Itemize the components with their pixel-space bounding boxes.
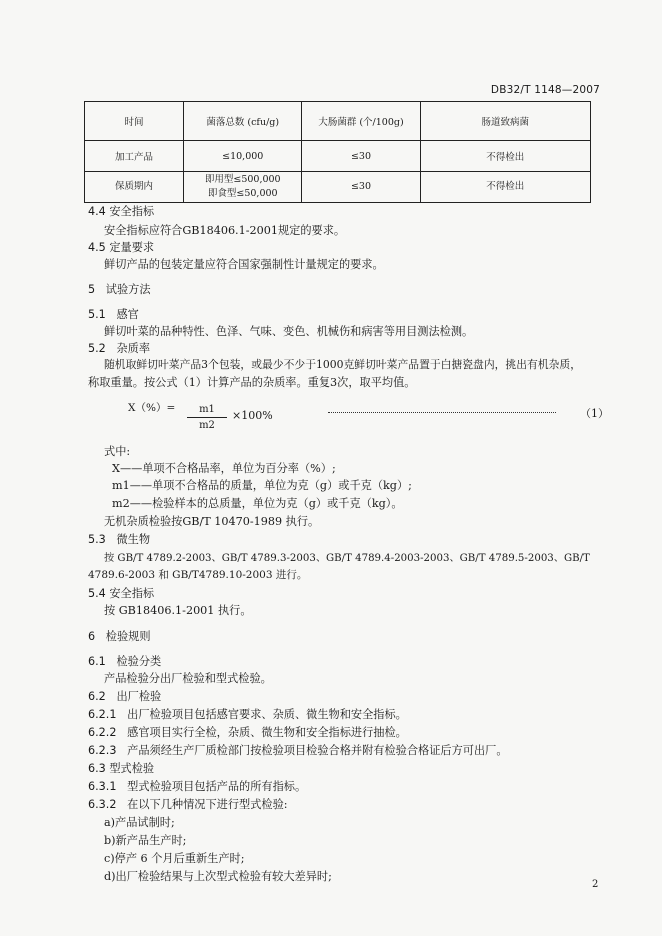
section-title: 检验分类 [116,655,162,668]
section-4-5-heading [88,239,154,255]
section-title: 杂质率 [116,342,151,355]
section-title: 检验规则 [105,630,151,643]
section-title: 试验方法 [105,283,151,296]
table-cell: 不得检出 [420,172,590,203]
section-6-3-1 [88,778,306,794]
inorganic-impurity-note: 无机杂质检验按GB/T 10470-1989 执行。 [104,515,320,528]
section-6-2-1 [88,706,407,722]
leader-dots [328,412,556,413]
table-header-cell: 肠道致病菌 [420,102,590,141]
section-title: 出厂检验 [116,690,162,703]
table-cell: 不得检出 [420,141,590,172]
section-number: 6.2.2 [88,726,117,739]
where-m2: m2——检验样本的总质量，单位为克（g）或千克（kg）。 [112,497,403,510]
section-title: 微生物 [116,533,151,546]
table-header-cell: 菌落总数 (cfu/g) [184,102,302,141]
section-title: 定量要求 [109,241,155,254]
formula-fraction [187,404,227,431]
section-5-3-text-line2: 4789.6-2003 和 GB/T4789.10-2003 进行。 [88,569,308,581]
formula-multiplier: ×100% [232,409,273,422]
section-title: 安全指标 [109,205,155,218]
section-6-3-heading [88,760,154,776]
section-text: 出厂检验项目包括感官要求、杂质、微生物和安全指标。 [127,708,407,721]
table-header-cell: 时间 [85,102,184,141]
microbiology-table [84,101,591,203]
section-number: 6.3.1 [88,780,117,793]
equation-number: （1） [580,407,609,420]
section-number: 6.3.2 [88,798,117,811]
section-5-1-heading [88,306,139,322]
section-text: 感官项目实行全检，杂质、微生物和安全指标进行抽检。 [127,726,407,739]
table-cell: ≤30 [302,141,420,172]
where-x: X——单项不合格品率，单位为百分率（%）; [112,462,336,475]
table-cell: ≤30 [302,172,420,203]
section-5-3-text-line1: 按 GB/T 4789.2-2003、GB/T 4789.3-2003、GB/T 4789.4-2003-2003、GB/T 4789.5-2003、GB/T [104,553,590,564]
fraction-bar [187,417,227,418]
list-item: a)产品试制时; [104,816,175,829]
section-number: 6.1 [88,655,106,668]
section-number: 6.2.3 [88,744,117,757]
section-6-2-2 [88,724,407,740]
section-number: 6.3 [88,762,106,775]
table-row [85,172,591,203]
section-5-2-text-line2: 称取重量。按公式（1）计算产品的杂质率。重复3次，取平均值。 [88,376,416,389]
formula-numerator: m1 [199,404,215,415]
section-6-1-heading [88,653,161,669]
section-4-4-text: 安全指标应符合GB18406.1-2001规定的要求。 [104,224,346,237]
section-5-4-text: 按 GB18406.1-2001 执行。 [104,604,252,617]
section-title: 型式检验 [109,762,155,775]
section-title: 感官 [116,308,139,321]
table-cell [184,172,302,203]
table-cell-line: 即食型≤50,000 [207,188,278,199]
table-cell: 加工产品 [85,141,184,172]
section-number: 4.5 [88,241,106,254]
section-5-2-text-line1: 随机取鲜切叶菜产品3个包装，或最少不少于1000克鲜切叶菜产品置于白搪瓷盘内，挑出有机杂质， [104,358,582,371]
section-number: 6.2 [88,690,106,703]
section-text: 在以下几种情况下进行型式检验: [127,798,288,811]
section-6-heading [88,628,151,644]
section-6-1-text: 产品检验分出厂检验和型式检验。 [104,672,272,685]
section-title: 安全指标 [109,587,155,600]
section-6-3-2 [88,796,288,812]
section-number: 6 [88,630,96,643]
section-number: 4.4 [88,205,106,218]
section-text: 产品须经生产厂质检部门按检验项目检验合格并附有检验合格证后方可出厂。 [127,744,508,757]
where-intro: 式中: [104,445,131,458]
section-6-2-heading [88,688,161,704]
section-5-1-text: 鲜切叶菜的品种特性、色泽、气味、变色、机械伤和病害等用目测法检测。 [104,325,474,338]
section-5-heading [88,281,151,297]
table-header-cell: 大肠菌群 (个/100g) [302,102,420,141]
table-header-row [85,102,591,141]
section-4-5-text: 鲜切产品的包装定量应符合国家强制性计量规定的要求。 [104,258,384,271]
section-number: 5.3 [88,533,106,546]
section-number: 5.1 [88,308,106,321]
table-cell: 保质期内 [85,172,184,203]
table-cell-line: 即用型≤500,000 [204,174,281,185]
section-4-4-heading [88,203,154,219]
where-m1: m1——单项不合格品的质量，单位为克（g）或千克（kg）; [112,479,412,492]
section-5-4-heading [88,585,154,601]
table-cell: ≤10,000 [184,141,302,172]
formula-denominator: m2 [199,420,215,431]
formula-lhs: X（%）= [128,402,176,414]
standard-code: DB32/T 1148—2007 [490,84,600,96]
list-item: d)出厂检验结果与上次型式检验有较大差异时; [104,870,332,883]
page-number: 2 [592,879,599,890]
list-item: b)新产品生产时; [104,834,187,847]
section-text: 型式检验项目包括产品的所有指标。 [127,780,307,793]
section-number: 5 [88,283,96,296]
section-6-2-3 [88,742,508,758]
section-number: 6.2.1 [88,708,117,721]
list-item: c)停产 6 个月后重新生产时; [104,852,245,865]
table-row [85,141,591,172]
section-5-3-heading [88,531,150,547]
section-number: 5.2 [88,342,106,355]
section-number: 5.4 [88,587,106,600]
section-5-2-heading [88,340,150,356]
